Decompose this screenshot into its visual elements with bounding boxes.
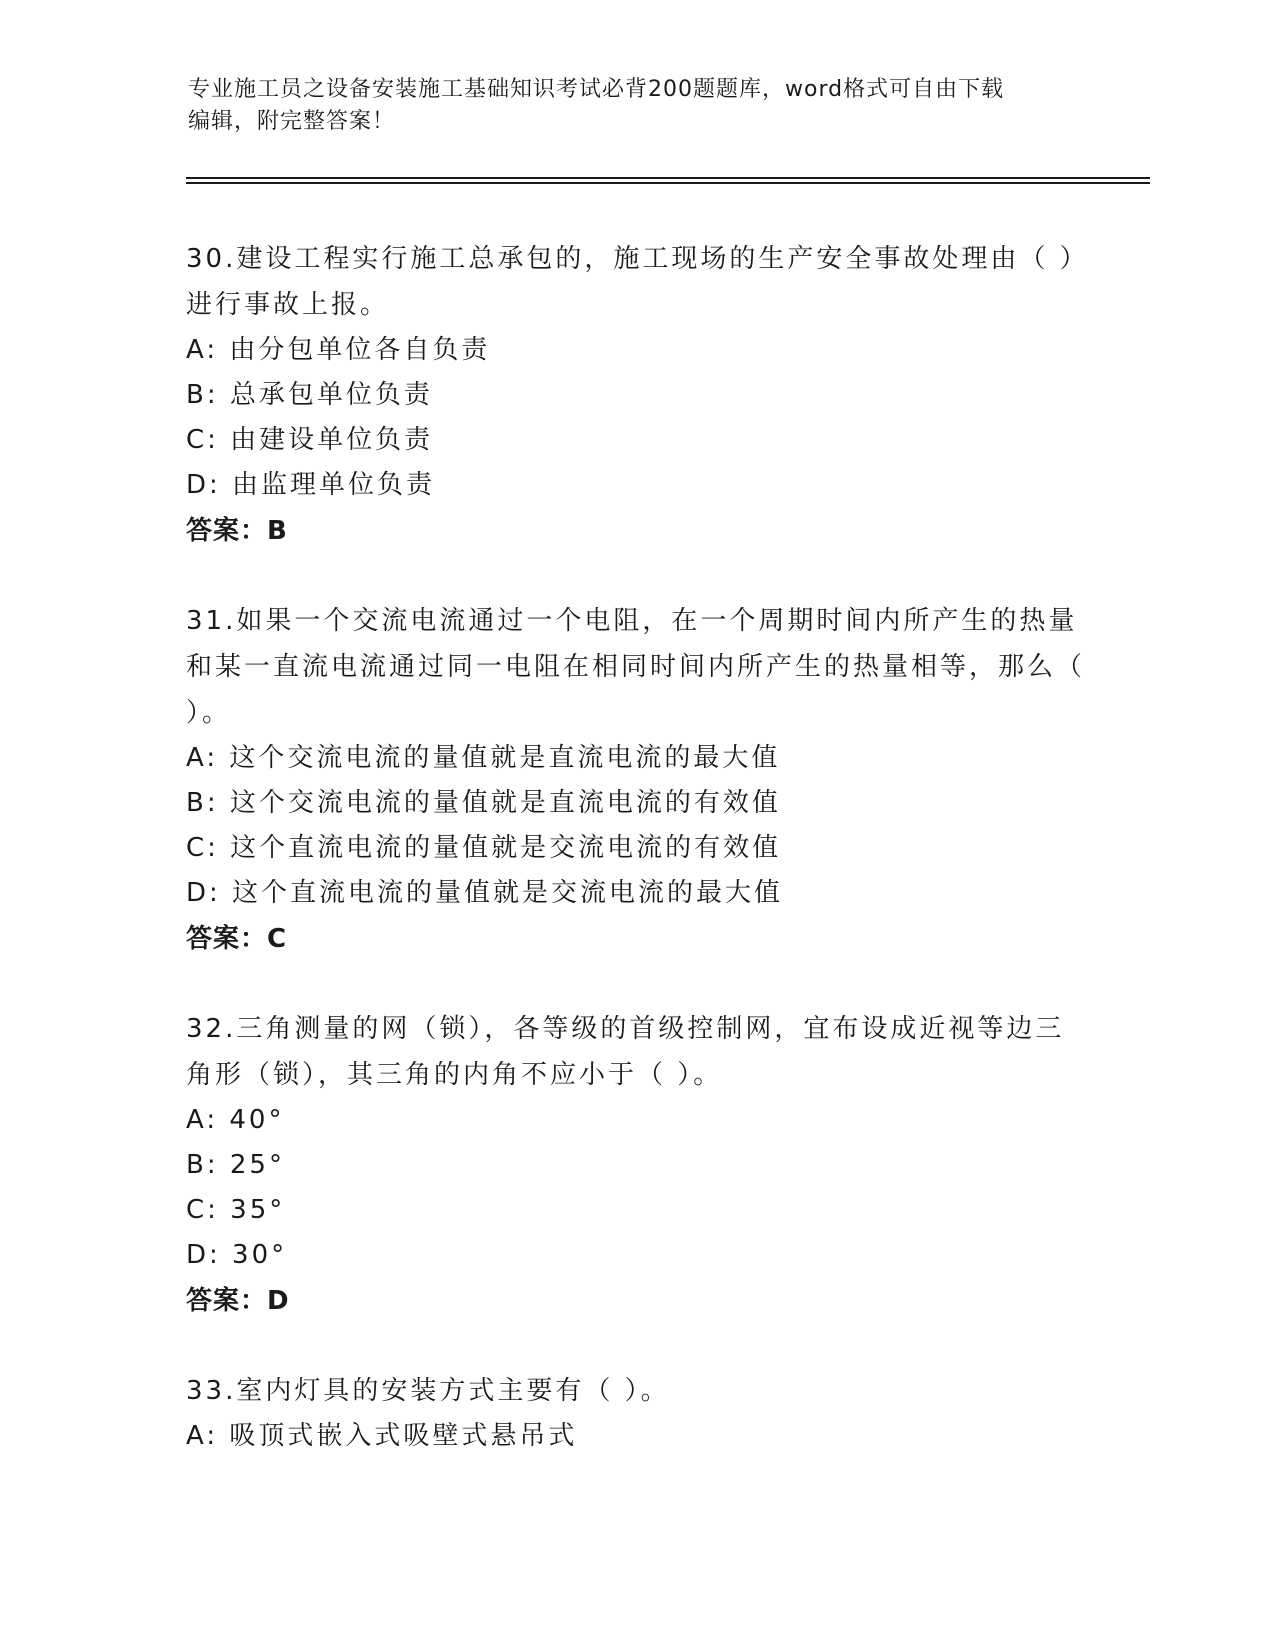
question-32 (186, 1006, 1086, 1324)
option-a: A: 吸顶式嵌入式吸壁式悬吊式 (186, 1421, 578, 1451)
option-b: B: 总承包单位负责 (186, 380, 433, 410)
header-divider-top (186, 177, 1150, 179)
header-divider-bottom (186, 182, 1150, 184)
option-b: B: 这个交流电流的量值就是直流电流的有效值 (186, 788, 781, 818)
option-a: A: 由分包单位各自负责 (186, 335, 491, 365)
question-33 (186, 1368, 1086, 1459)
question-30 (186, 236, 1086, 554)
header-line-1: 专业施工员之设备安装施工基础知识考试必背200题题库，word格式可自由下载 (188, 77, 1005, 102)
question-stem: 32.三角测量的网（锁），各等级的首级控制网，宜布设成近视等边三角形（锁），其三角的内角不应小于（ ）。 (186, 1014, 1065, 1090)
document-header (188, 74, 1088, 138)
option-d: D: 30° (186, 1240, 288, 1270)
option-b: B: 25° (186, 1150, 285, 1180)
option-c: C: 35° (186, 1195, 286, 1225)
question-stem: 33.室内灯具的安装方式主要有（ ）。 (186, 1376, 670, 1406)
question-stem: 30.建设工程实行施工总承包的，施工现场的生产安全事故处理由（ ）进行事故上报。 (186, 244, 1076, 320)
option-c: C: 这个直流电流的量值就是交流电流的有效值 (186, 833, 782, 863)
question-list (186, 236, 1086, 1503)
option-c: C: 由建设单位负责 (186, 425, 434, 455)
answer: 答案：B (186, 516, 288, 546)
answer: 答案：D (186, 1286, 290, 1316)
answer: 答案：C (186, 924, 288, 954)
option-a: A: 40° (186, 1105, 285, 1135)
option-d: D: 由监理单位负责 (186, 470, 436, 500)
header-line-2: 编辑，附完整答案！ (188, 109, 396, 134)
question-31 (186, 598, 1086, 962)
option-a: A: 这个交流电流的量值就是直流电流的最大值 (186, 743, 781, 773)
option-d: D: 这个直流电流的量值就是交流电流的最大值 (186, 878, 784, 908)
question-stem: 31.如果一个交流电流通过一个电阻，在一个周期时间内所产生的热量和某一直流电流通过同一电阻在相同时间内所产生的热量相等，那么（ ）。 (186, 606, 1086, 728)
